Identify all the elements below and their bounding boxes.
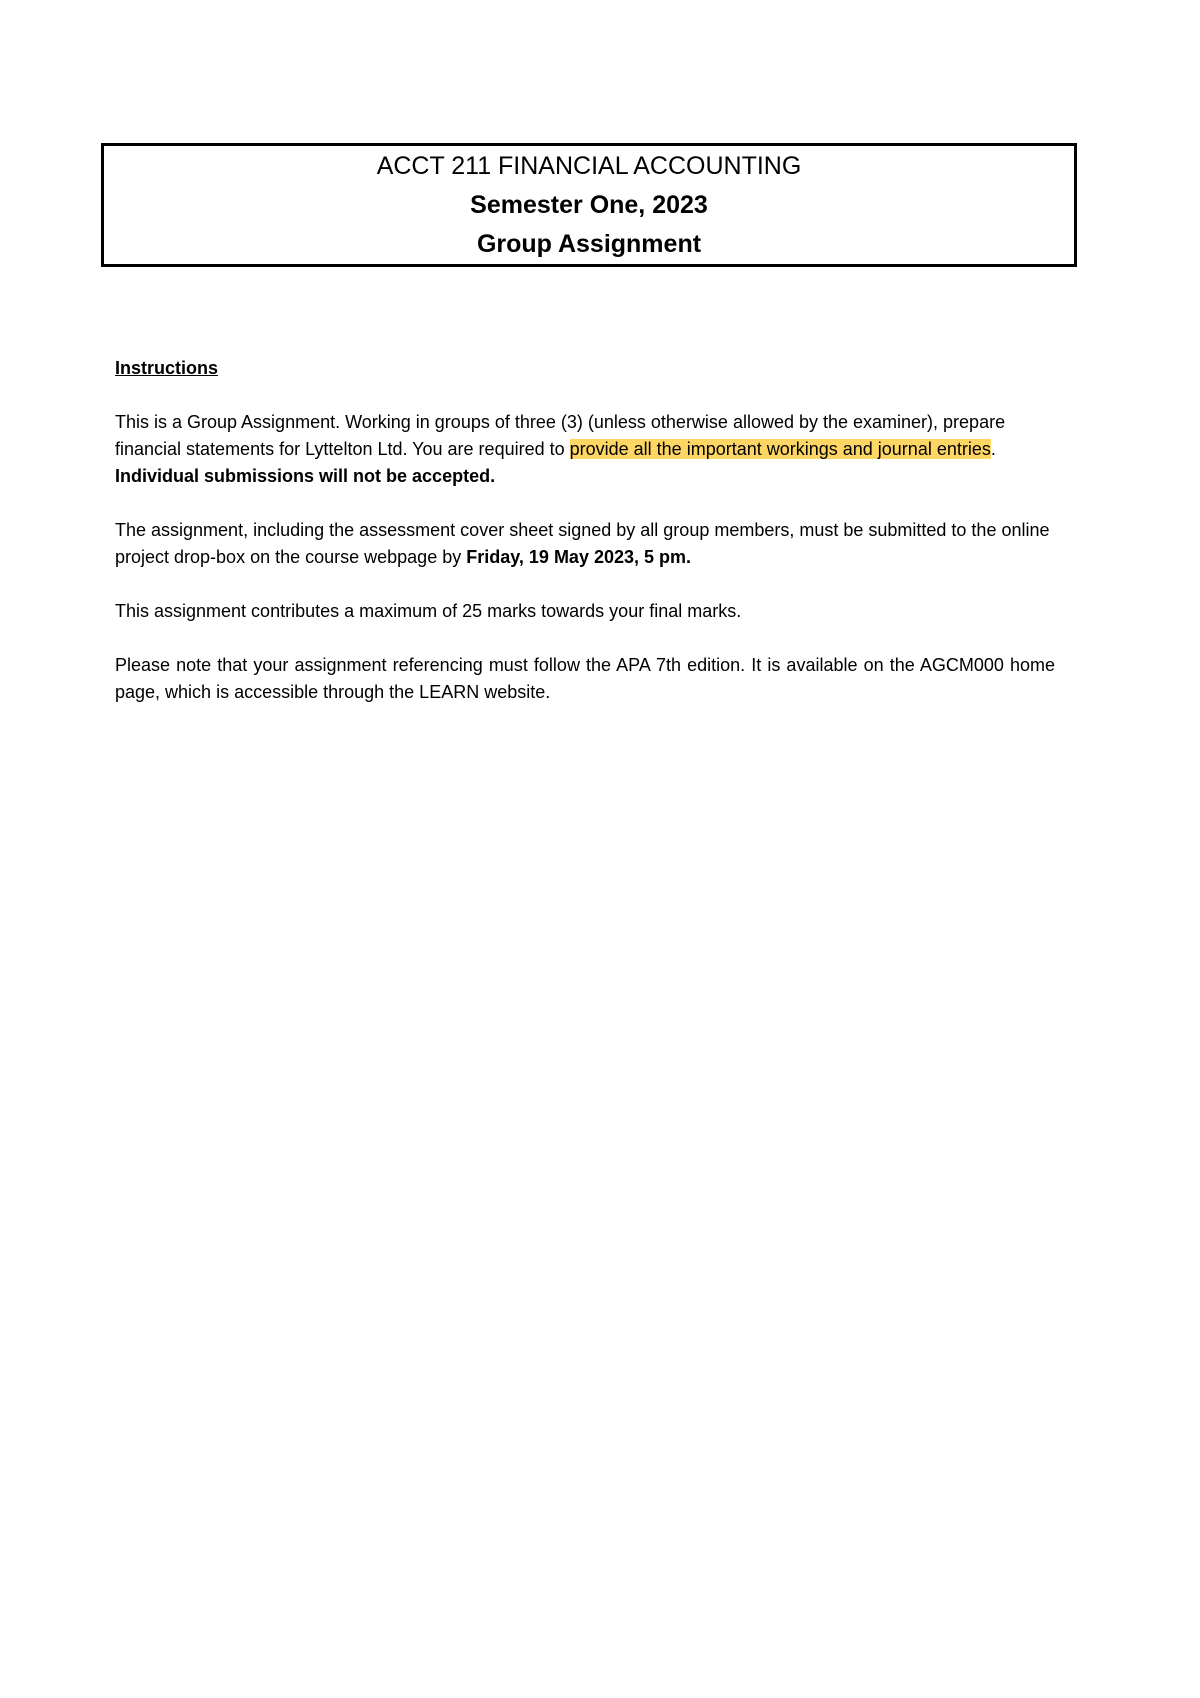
course-title: ACCT 211 FINANCIAL ACCOUNTING: [376, 151, 802, 180]
paragraph-group-work-text: This is a Group Assignment. Working in groups of three (3) (unless otherwise allowed by the examiner), prepare financial statements for Lyttelton Ltd. You are required to: [115, 412, 1006, 459]
individual-submissions-note: Individual submissions will not be accepted.: [115, 466, 496, 486]
paragraph-submission: [115, 517, 1055, 571]
instructions-section: [115, 355, 1055, 733]
paragraph-group-work: [115, 409, 1055, 490]
highlighted-requirement: provide all the important workings and journal entries: [569, 439, 991, 459]
due-date: Friday, 19 May 2023, 5 pm.: [466, 547, 692, 567]
title-box: [101, 143, 1077, 267]
paragraph-submission-text: The assignment, including the assessment cover sheet signed by all group members, must be submitted to the online project drop-box on the course webpage by: [115, 520, 1050, 567]
semester-title: Semester One, 2023: [470, 190, 708, 219]
paragraph-referencing: Please note that your assignment referencing must follow the APA 7th edition. It is available on the AGCM000 home page, which is accessible through the LEARN website.: [115, 655, 1055, 702]
paragraph-group-work-period: .: [990, 439, 996, 459]
assignment-title: Group Assignment: [476, 229, 702, 258]
instructions-heading: Instructions: [115, 358, 219, 378]
paragraph-marks: This assignment contributes a maximum of 25 marks towards your final marks.: [115, 601, 742, 621]
